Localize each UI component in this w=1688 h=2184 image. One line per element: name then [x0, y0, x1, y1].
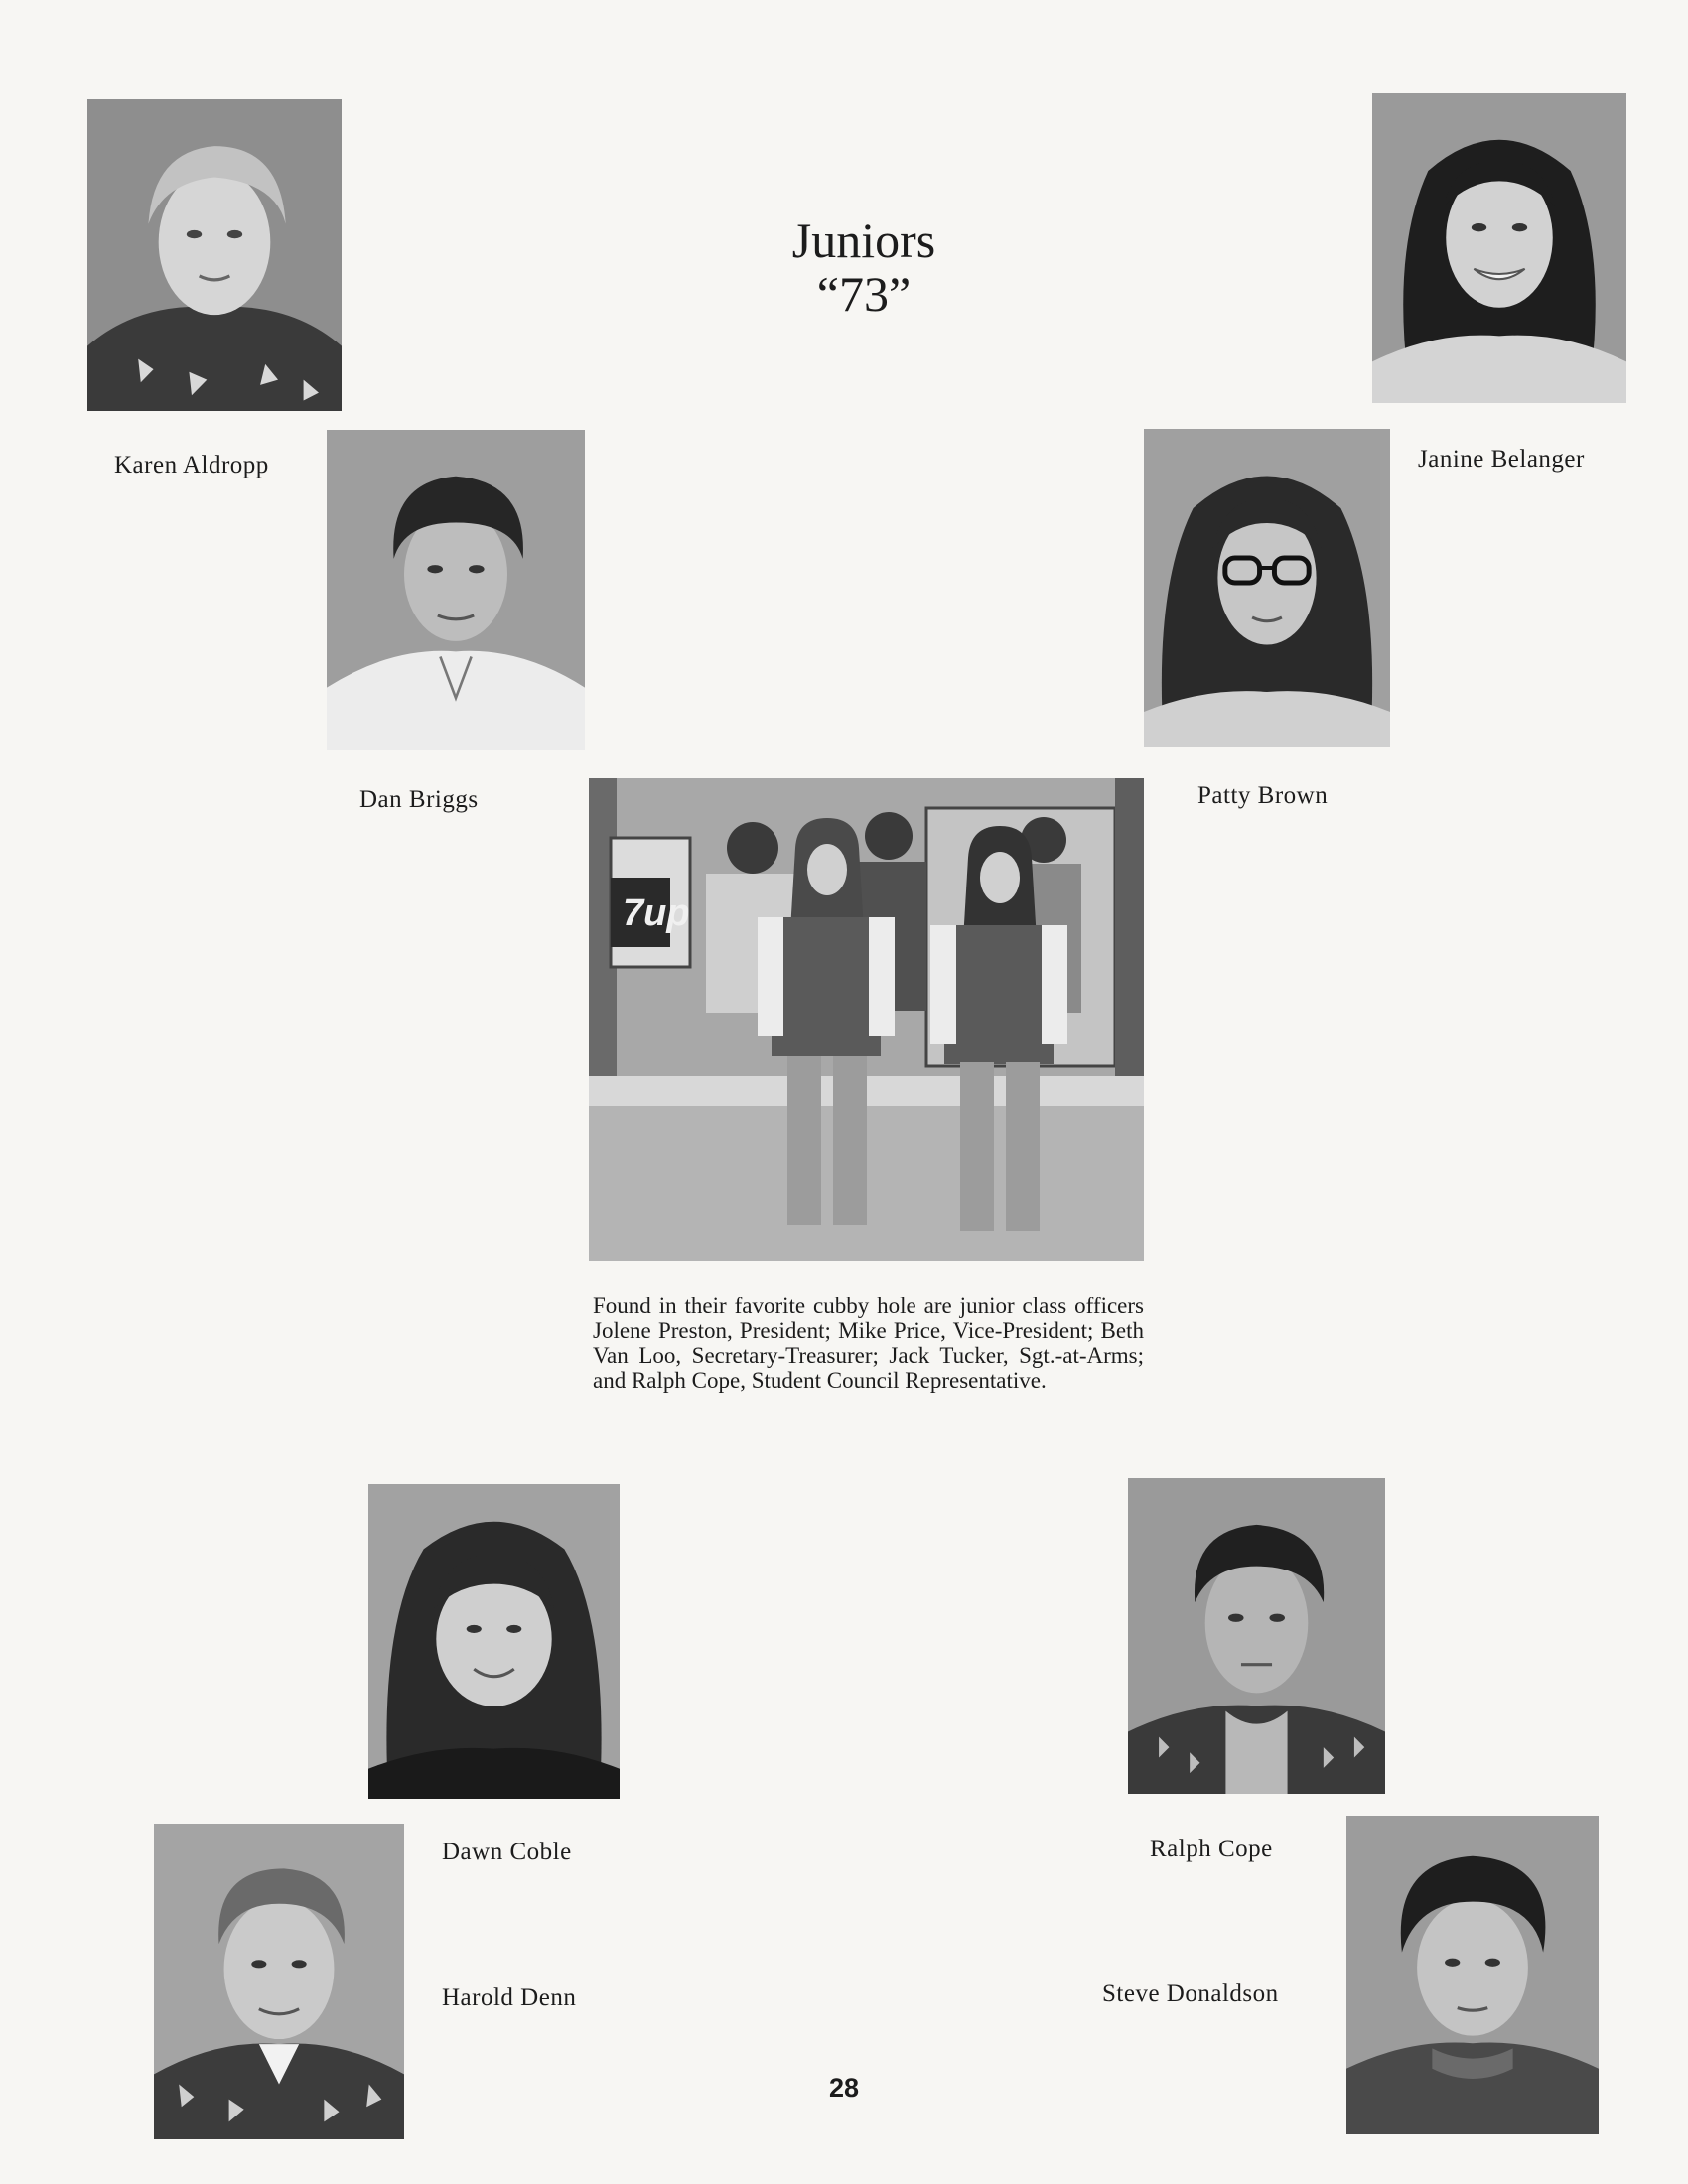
portrait-janine-belanger: [1372, 93, 1626, 403]
portrait-ralph-cope: [1128, 1478, 1385, 1794]
name-steve-donaldson: Steve Donaldson: [1102, 1980, 1279, 2007]
sign-7up: 7up: [623, 892, 690, 934]
portrait-karen-aldropp: [87, 99, 342, 411]
name-janine-belanger: Janine Belanger: [1418, 446, 1585, 473]
portrait-patty-brown: [1144, 429, 1390, 747]
page-title: [715, 213, 1013, 321]
page-number: 28: [828, 2073, 860, 2103]
title-text: Juniors: [791, 212, 936, 268]
title-year: “73”: [816, 266, 912, 322]
portrait-dan-briggs: [327, 430, 585, 750]
name-dan-briggs: Dan Briggs: [359, 786, 479, 813]
group-photo-caption: Found in their favorite cubby hole are junior class officers Jolene Preston, President; Mike Price, Vice-President; Beth Van Loo, Secretary-Treasurer; Jack Tucker, Sgt.-at-Arms; and Ralph Cope, Student Council Representative.: [593, 1294, 1144, 1393]
name-dawn-coble: Dawn Coble: [442, 1839, 572, 1865]
name-patty-brown: Patty Brown: [1197, 782, 1329, 809]
group-photo-class-officers: [589, 778, 1144, 1261]
name-harold-denn: Harold Denn: [442, 1984, 577, 2011]
portrait-dawn-coble: [368, 1484, 620, 1799]
name-karen-aldropp: Karen Aldropp: [114, 452, 269, 478]
name-ralph-cope: Ralph Cope: [1150, 1836, 1273, 1862]
